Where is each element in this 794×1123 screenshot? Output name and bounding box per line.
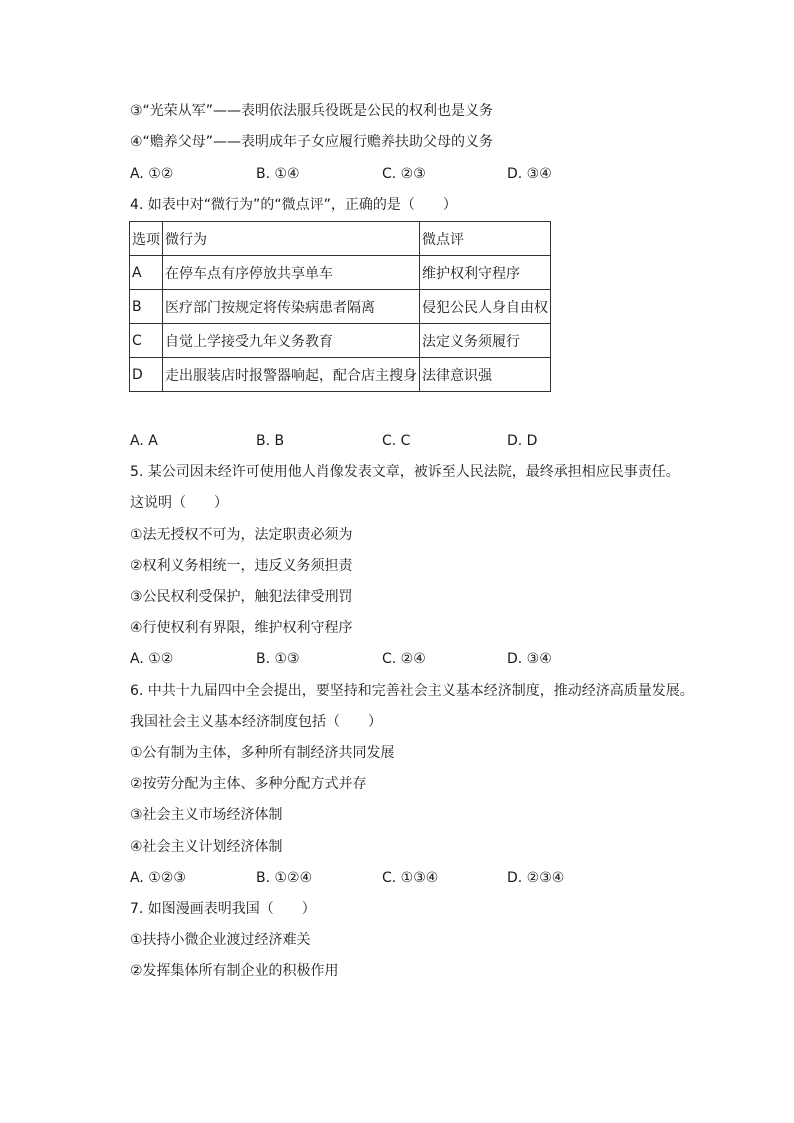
q6-option-a[interactable]: A. ①②③ — [130, 870, 186, 886]
q4-stem: 4. 如表中对“微行为”的“微点评”，正确的是（ ） — [130, 197, 457, 213]
table-header-cell: 微行为 — [163, 222, 420, 256]
q3-option-a[interactable]: A. ①② — [130, 166, 174, 182]
table-cell: 走出服装店时报警器响起，配合店主搜身 — [163, 358, 420, 392]
q5-stem: 5. 某公司因未经许可使用他人肖像发表文章，被诉至人民法院，最终承担相应民事责任。 — [130, 464, 680, 480]
table-row — [130, 324, 551, 358]
q5-item-3: ③公民权利受保护，触犯法律受刑罚 — [130, 589, 353, 605]
table-cell: D — [130, 358, 163, 392]
table-header-cell: 选项 — [130, 222, 163, 256]
q7-stem: 7. 如图漫画表明我国（ ） — [130, 901, 316, 917]
q6-item-1: ①公有制为主体，多种所有制经济共同发展 — [130, 745, 395, 761]
q5-option-b[interactable]: B. ①③ — [256, 651, 300, 667]
q6-option-d[interactable]: D. ②③④ — [507, 870, 565, 886]
table-cell: A — [130, 256, 163, 290]
q3-option-d[interactable]: D. ③④ — [507, 166, 552, 182]
table-header-row — [130, 222, 551, 256]
table-cell: 法律意识强 — [420, 358, 551, 392]
q5-item-2: ②权利义务相统一，违反义务须担责 — [130, 558, 353, 574]
table-cell: 在停车点有序停放共享单车 — [163, 256, 420, 290]
table-cell: 法定义务须履行 — [420, 324, 551, 358]
table-cell: 侵犯公民人身自由权 — [420, 290, 551, 324]
q6-stem: 6. 中共十九届四中全会提出，要坚持和完善社会主义基本经济制度，推动经济高质量发展。 — [130, 683, 694, 699]
q3-option-b[interactable]: B. ①④ — [256, 166, 300, 182]
q5-item-1: ①法无授权不可为，法定职责必须为 — [130, 527, 353, 543]
q4-options — [130, 431, 650, 451]
q4-option-c[interactable]: C. C — [382, 433, 411, 449]
q7-item-2: ②发挥集体所有制企业的积极作用 — [130, 963, 339, 979]
table-header-cell: 微点评 — [420, 222, 551, 256]
q6-stem-continued: 我国社会主义基本经济制度包括（ ） — [130, 714, 382, 730]
table-row — [130, 358, 551, 392]
q6-options — [130, 868, 650, 888]
q3-item-3: ③“光荣从军”——表明依法服兵役既是公民的权利也是义务 — [130, 103, 494, 119]
table-cell: 自觉上学接受九年义务教育 — [163, 324, 420, 358]
q5-stem-continued: 这说明（ ） — [130, 495, 228, 511]
table-cell: 医疗部门按规定将传染病患者隔离 — [163, 290, 420, 324]
q3-option-c[interactable]: C. ②③ — [382, 166, 426, 182]
q7-item-1: ①扶持小微企业渡过经济难关 — [130, 932, 311, 948]
q5-item-4: ④行使权利有界限，维护权利守程序 — [130, 620, 353, 636]
table-row — [130, 290, 551, 324]
q4-option-b[interactable]: B. B — [256, 433, 285, 449]
q3-item-4: ④“赡养父母”——表明成年子女应履行赡养扶助父母的义务 — [130, 134, 494, 150]
q6-option-b[interactable]: B. ①②④ — [256, 870, 313, 886]
q6-item-4: ④社会主义计划经济体制 — [130, 839, 283, 855]
q6-item-2: ②按劳分配为主体、多种分配方式并存 — [130, 776, 367, 792]
table-row — [130, 256, 551, 290]
q4-option-a[interactable]: A. A — [130, 433, 158, 449]
table-cell: C — [130, 324, 163, 358]
q6-option-c[interactable]: C. ①③④ — [382, 870, 439, 886]
q5-option-a[interactable]: A. ①② — [130, 651, 174, 667]
q6-item-3: ③社会主义市场经济体制 — [130, 807, 283, 823]
table-cell: 维护权利守程序 — [420, 256, 551, 290]
q5-option-c[interactable]: C. ②④ — [382, 651, 426, 667]
q4-table — [129, 221, 551, 392]
q3-options — [130, 164, 650, 184]
q5-options — [130, 649, 650, 669]
q4-option-d[interactable]: D. D — [507, 433, 538, 449]
q5-option-d[interactable]: D. ③④ — [507, 651, 552, 667]
table-cell: B — [130, 290, 163, 324]
